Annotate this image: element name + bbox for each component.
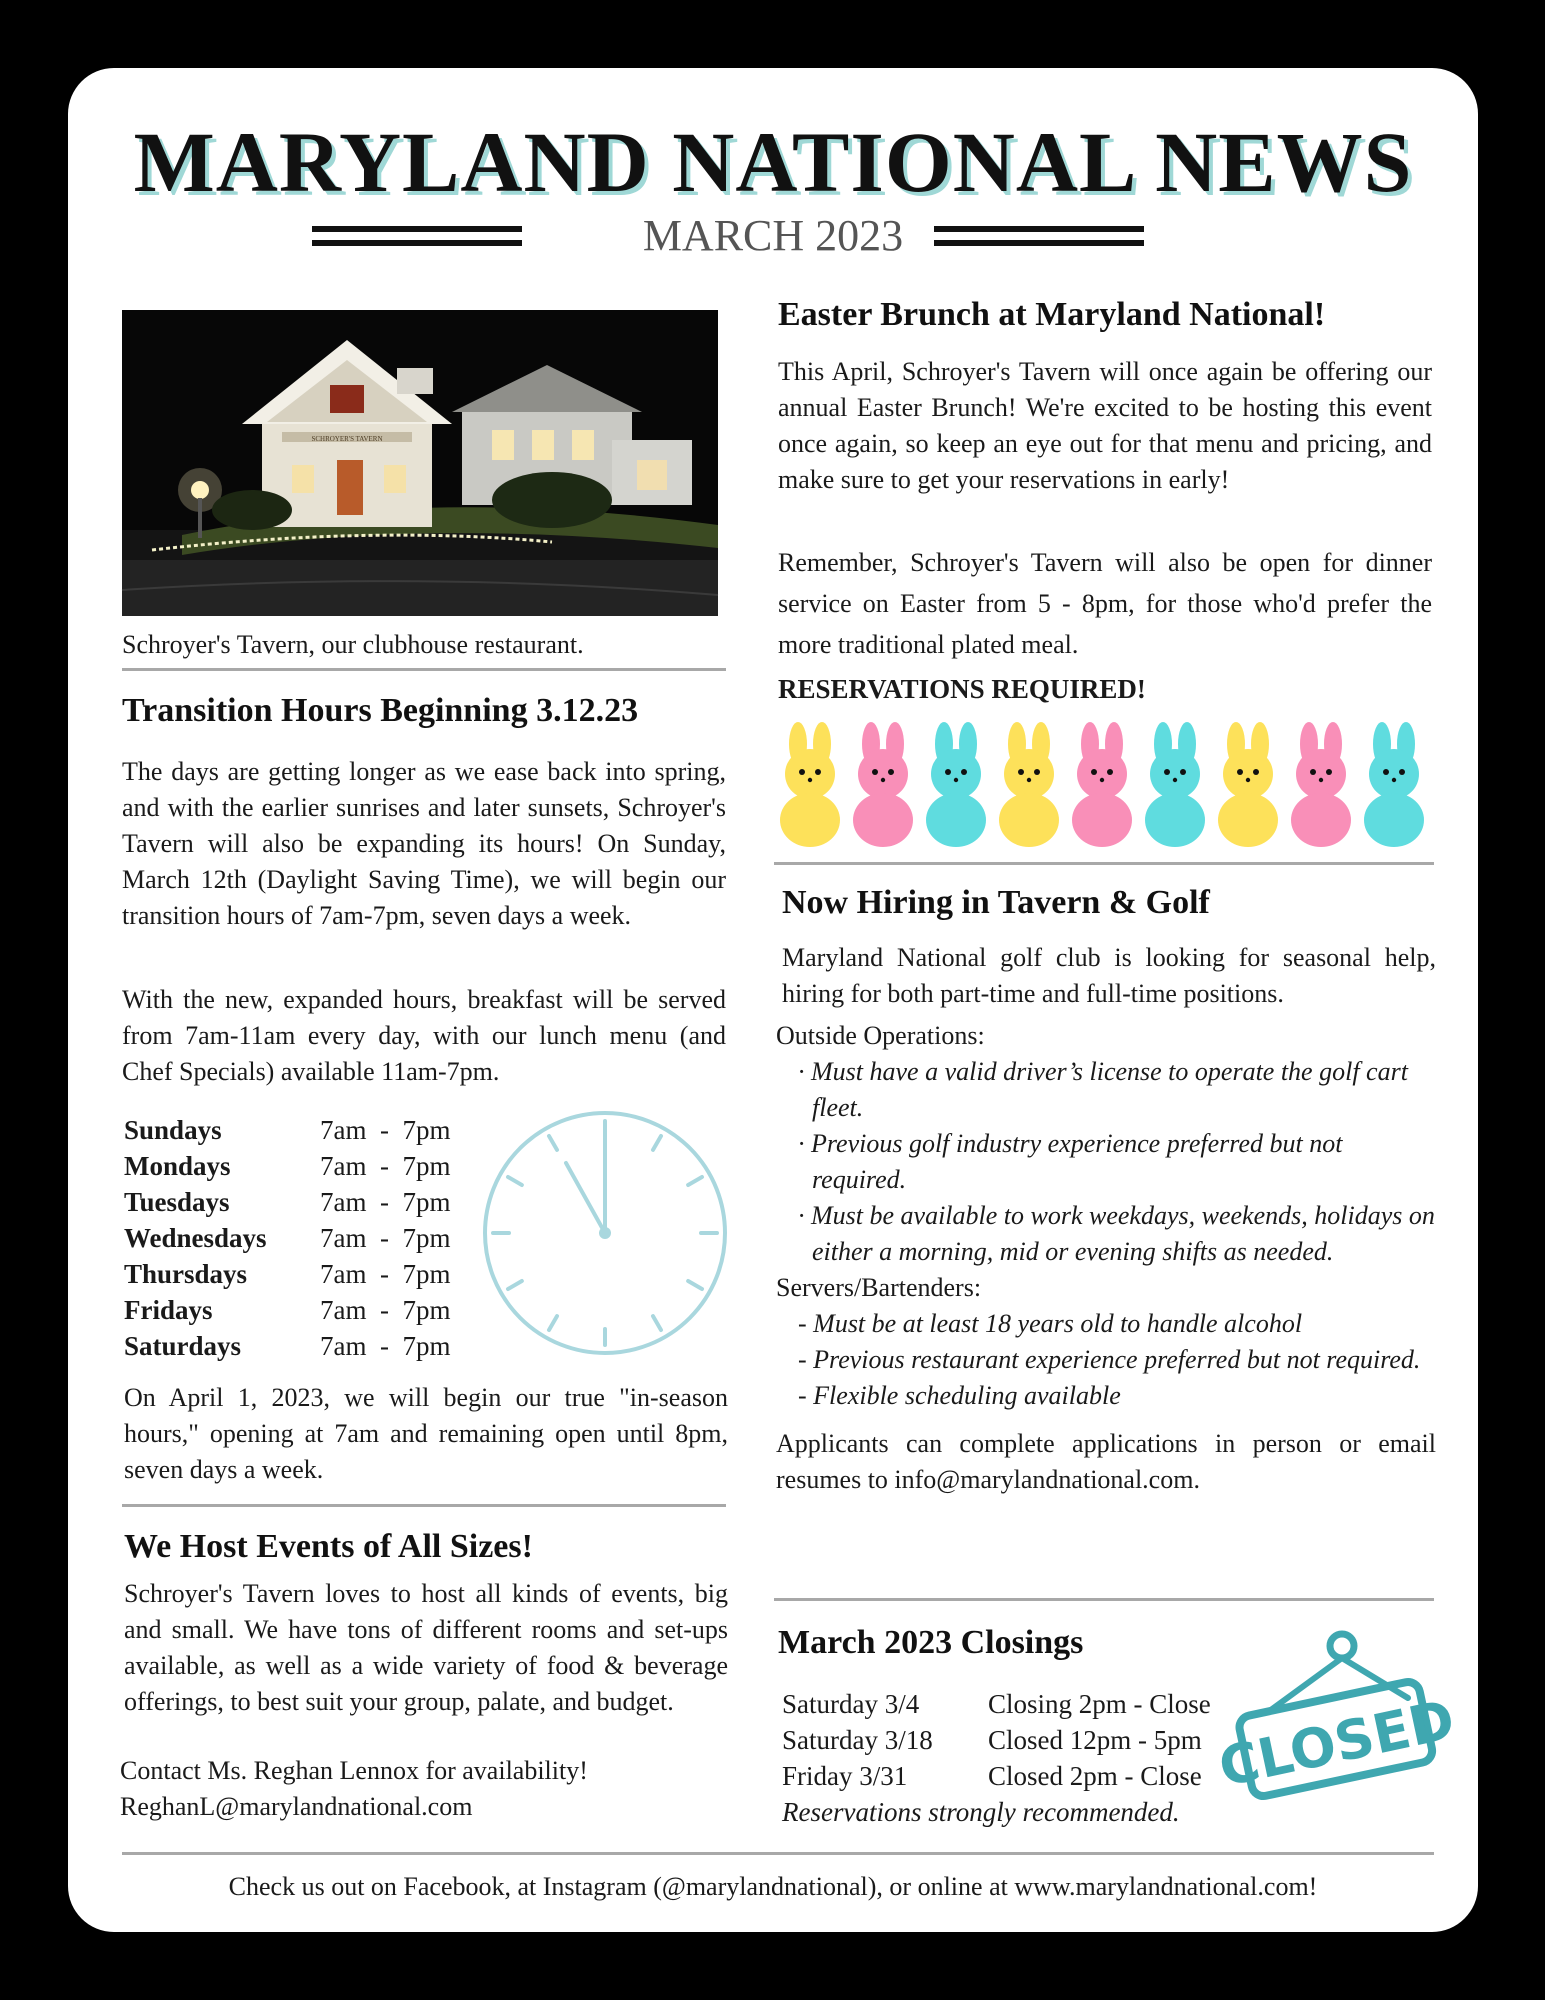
- outside-operations-label: Outside Operations:: [776, 1021, 985, 1050]
- schedule-row: [124, 1256, 464, 1292]
- reservations-required: RESERVATIONS REQUIRED!: [778, 674, 1146, 704]
- schedule-hours: 7am - 7pm: [320, 1259, 451, 1289]
- section-divider: [774, 862, 1434, 865]
- hiring-section: [776, 940, 1436, 1498]
- schedule-day: Wednesdays: [124, 1223, 267, 1253]
- list-item: - Must be at least 18 years old to handle alcohol: [798, 1309, 1303, 1338]
- bunny-row: [776, 720, 1432, 850]
- closing-status: Closed 2pm - Close: [988, 1761, 1202, 1791]
- transition-heading: Transition Hours Beginning 3.12.23: [122, 692, 639, 729]
- list-item: · Must have a valid driver’s license to operate the golf cart fleet.: [798, 1057, 1408, 1122]
- schedule-row: [124, 1148, 464, 1184]
- closings-note: Reservations strongly recommended.: [782, 1797, 1180, 1827]
- schedule-row: [124, 1328, 464, 1364]
- footer-divider: [122, 1852, 1434, 1855]
- tavern-sign-text: SCHROYER'S TAVERN: [311, 435, 383, 443]
- newsletter-title: MARYLAND NATIONAL NEWS: [133, 114, 1413, 210]
- servers-list: [776, 1306, 1436, 1414]
- closing-row: [782, 1758, 1242, 1794]
- transition-paragraph-3: On April 1, 2023, we will begin our true "in-season hours," opening at 7am and remaining open until 8pm, seven days a week.: [124, 1383, 728, 1484]
- list-item: · Previous golf industry experience preferred but not required.: [798, 1129, 1343, 1194]
- hiring-apply: Applicants can complete applications in person or email resumes to info@marylandnational.com.: [776, 1429, 1436, 1494]
- schedule-hours: 7am - 7pm: [320, 1295, 451, 1325]
- bunny-peep-icon: [1145, 722, 1205, 847]
- schedule-day: Saturdays: [124, 1331, 242, 1361]
- schedule-row: [124, 1292, 464, 1328]
- schedule-hours: 7am - 7pm: [320, 1187, 451, 1217]
- schedule-hours: 7am - 7pm: [320, 1223, 451, 1253]
- bunny-peep-icon: [1072, 722, 1132, 847]
- photo-caption: Schroyer's Tavern, our clubhouse restaurant.: [122, 630, 584, 659]
- dateline-rule-right: [934, 226, 1144, 254]
- section-divider: [122, 668, 726, 671]
- schedule-hours: 7am - 7pm: [320, 1151, 451, 1181]
- tavern-photo: [122, 310, 718, 616]
- schedule-hours: 7am - 7pm: [320, 1331, 451, 1361]
- bunny-peep-icon: [853, 722, 913, 847]
- hiring-intro: Maryland National golf club is looking for seasonal help, hiring for both part-time and full-time positions.: [782, 943, 1436, 1008]
- section-divider: [774, 1598, 1434, 1601]
- schedule-row: [124, 1220, 464, 1256]
- list-item: · Must be available to work weekdays, weekends, holidays on either a morning, mid or evening shifts as needed.: [798, 1201, 1435, 1266]
- bunny-peep-icon: [1218, 722, 1278, 847]
- closing-date: Saturday 3/4: [782, 1689, 920, 1719]
- closing-date: Friday 3/31: [782, 1761, 908, 1791]
- closing-date: Saturday 3/18: [782, 1725, 933, 1755]
- bunny-peep-icon: [1364, 722, 1424, 847]
- closing-row: [782, 1686, 1242, 1722]
- easter-heading: Easter Brunch at Maryland National!: [778, 296, 1326, 333]
- closings-table: [782, 1686, 1242, 1830]
- events-paragraph: Schroyer's Tavern loves to host all kinds of events, big and small. We have tons of different rooms and set-ups available, as well as a wide variety of food & beverage offerings, to best suit your group, palate, and budget.: [124, 1579, 728, 1716]
- events-heading: We Host Events of All Sizes!: [124, 1528, 533, 1565]
- schedule-day: Fridays: [124, 1295, 213, 1325]
- events-email[interactable]: ReghanL@marylandnational.com: [120, 1792, 473, 1821]
- schedule-row: [124, 1112, 464, 1148]
- clock-icon: [480, 1108, 730, 1358]
- outside-operations-list: [776, 1054, 1436, 1270]
- hiring-heading: Now Hiring in Tavern & Golf: [782, 884, 1210, 921]
- closing-row: [782, 1722, 1242, 1758]
- bunny-peep-icon: [780, 722, 840, 847]
- newsletter-page: [68, 68, 1478, 1932]
- list-item: - Previous restaurant experience preferred but not required.: [798, 1345, 1421, 1374]
- issue-date: MARCH 2023: [642, 211, 904, 260]
- bunny-peep-icon: [926, 722, 986, 847]
- transition-paragraph-2: With the new, expanded hours, breakfast will be served from 7am-11am every day, with our lunch menu (and Chef Specials) available 11am-7pm.: [122, 985, 726, 1086]
- transition-paragraph-1: The days are getting longer as we ease back into spring, and with the earlier sunrises and later sunsets, Schroyer's Tavern will also be expanding its hours! On Sunday, March 12th (Daylight Saving Time), we will begin our transition hours of 7am-7pm, seven days a week.: [122, 757, 726, 930]
- schedule-hours: 7am - 7pm: [320, 1115, 451, 1145]
- schedule-day: Thursdays: [124, 1259, 248, 1289]
- schedule-day: Sundays: [124, 1115, 222, 1145]
- closing-status: Closing 2pm - Close: [988, 1689, 1211, 1719]
- bunny-peep-icon: [999, 722, 1059, 847]
- bunny-peep-icon: [1291, 722, 1351, 847]
- closing-status: Closed 12pm - 5pm: [988, 1725, 1202, 1755]
- servers-label: Servers/Bartenders:: [776, 1273, 982, 1302]
- section-divider: [122, 1504, 726, 1507]
- events-contact: Contact Ms. Reghan Lennox for availability!: [120, 1756, 588, 1785]
- schedule-row: [124, 1184, 464, 1220]
- schedule-day: Tuesdays: [124, 1187, 230, 1217]
- closings-heading: March 2023 Closings: [778, 1624, 1084, 1661]
- footer-text: Check us out on Facebook, at Instagram (@marylandnational), or online at www.marylandnational.com!: [228, 1872, 1318, 1901]
- list-item: - Flexible scheduling available: [798, 1381, 1121, 1410]
- schedule-day: Mondays: [124, 1151, 231, 1181]
- closed-sign-text: CLOSED: [1213, 1687, 1460, 1800]
- easter-paragraph-1: This April, Schroyer's Tavern will once again be offering our annual Easter Brunch! We're excited to be hosting this event once again, so keep an eye out for that menu and pricing, and make sure to get your reservations in early!: [778, 357, 1432, 494]
- closed-sign-icon: [1213, 1628, 1460, 1808]
- hours-schedule: [124, 1112, 464, 1364]
- easter-paragraph-2: Remember, Schroyer's Tavern will also be open for dinner service on Easter from 5 - 8pm, for those who'd prefer the more traditional plated meal.: [778, 548, 1432, 659]
